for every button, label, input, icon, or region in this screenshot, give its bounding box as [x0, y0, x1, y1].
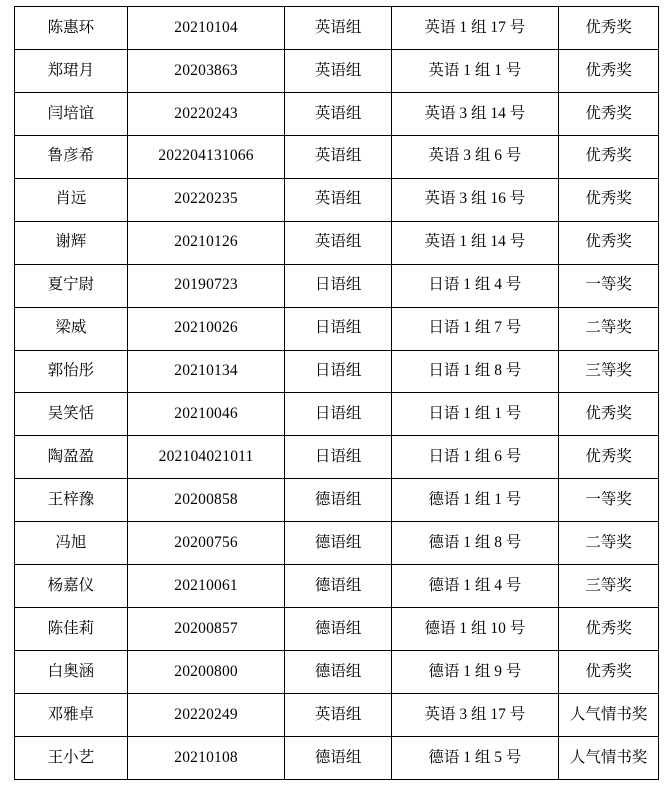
- cell-seat: 英语 1 组 1 号: [391, 49, 558, 92]
- table-row: [15, 221, 659, 264]
- cell-student-id: 20200858: [127, 479, 285, 522]
- cell-award: 三等奖: [559, 350, 659, 393]
- cell-group: 德语组: [285, 565, 391, 608]
- cell-name: 郑珺月: [15, 49, 128, 92]
- cell-seat: 德语 1 组 8 号: [391, 522, 558, 565]
- cell-group: 德语组: [285, 608, 391, 651]
- cell-award: 二等奖: [559, 522, 659, 565]
- cell-name: 邓雅卓: [15, 694, 128, 737]
- cell-student-id: 20190723: [127, 264, 285, 307]
- cell-group: 日语组: [285, 393, 391, 436]
- cell-name: 王梓豫: [15, 479, 128, 522]
- cell-student-id: 20210026: [127, 307, 285, 350]
- cell-group: 德语组: [285, 651, 391, 694]
- cell-group: 英语组: [285, 694, 391, 737]
- cell-name: 杨嘉仪: [15, 565, 128, 608]
- cell-award: 二等奖: [559, 307, 659, 350]
- cell-seat: 德语 1 组 4 号: [391, 565, 558, 608]
- cell-group: 日语组: [285, 307, 391, 350]
- cell-name: 夏宁尉: [15, 264, 128, 307]
- cell-name: 肖远: [15, 178, 128, 221]
- cell-seat: 日语 1 组 4 号: [391, 264, 558, 307]
- cell-student-id: 20220235: [127, 178, 285, 221]
- table-row: [15, 135, 659, 178]
- cell-seat: 英语 3 组 6 号: [391, 135, 558, 178]
- cell-award: 优秀奖: [559, 178, 659, 221]
- cell-group: 英语组: [285, 135, 391, 178]
- table-row: [15, 350, 659, 393]
- cell-seat: 德语 1 组 9 号: [391, 651, 558, 694]
- cell-award: 一等奖: [559, 264, 659, 307]
- table-row: [15, 694, 659, 737]
- cell-award: 人气情书奖: [559, 694, 659, 737]
- cell-seat: 日语 1 组 6 号: [391, 436, 558, 479]
- cell-award: 优秀奖: [559, 49, 659, 92]
- cell-award: 优秀奖: [559, 608, 659, 651]
- table-row: [15, 608, 659, 651]
- table-row: [15, 264, 659, 307]
- cell-award: 三等奖: [559, 565, 659, 608]
- cell-name: 陶盈盈: [15, 436, 128, 479]
- cell-name: 白奥涵: [15, 651, 128, 694]
- cell-award: 优秀奖: [559, 92, 659, 135]
- cell-student-id: 20200756: [127, 522, 285, 565]
- cell-student-id: 202104021011: [127, 436, 285, 479]
- cell-group: 德语组: [285, 522, 391, 565]
- cell-group: 英语组: [285, 7, 391, 50]
- cell-group: 英语组: [285, 178, 391, 221]
- table-row: [15, 736, 659, 779]
- cell-group: 英语组: [285, 92, 391, 135]
- table-row: [15, 522, 659, 565]
- cell-student-id: 20210134: [127, 350, 285, 393]
- cell-seat: 英语 1 组 14 号: [391, 221, 558, 264]
- cell-student-id: 20220249: [127, 694, 285, 737]
- cell-group: 日语组: [285, 350, 391, 393]
- cell-name: 冯旭: [15, 522, 128, 565]
- table-row: [15, 49, 659, 92]
- cell-award: 优秀奖: [559, 436, 659, 479]
- cell-seat: 日语 1 组 7 号: [391, 307, 558, 350]
- cell-name: 陈惠环: [15, 7, 128, 50]
- cell-name: 谢辉: [15, 221, 128, 264]
- award-table: [14, 6, 659, 780]
- award-table-body: [15, 7, 659, 780]
- cell-seat: 日语 1 组 1 号: [391, 393, 558, 436]
- cell-name: 吴笑恬: [15, 393, 128, 436]
- cell-group: 德语组: [285, 736, 391, 779]
- table-row: [15, 565, 659, 608]
- cell-award: 人气情书奖: [559, 736, 659, 779]
- cell-award: 优秀奖: [559, 135, 659, 178]
- cell-seat: 英语 3 组 17 号: [391, 694, 558, 737]
- cell-award: 优秀奖: [559, 393, 659, 436]
- cell-award: 优秀奖: [559, 651, 659, 694]
- cell-seat: 英语 3 组 16 号: [391, 178, 558, 221]
- table-row: [15, 479, 659, 522]
- cell-student-id: 20210061: [127, 565, 285, 608]
- cell-seat: 英语 1 组 17 号: [391, 7, 558, 50]
- cell-seat: 德语 1 组 1 号: [391, 479, 558, 522]
- cell-group: 德语组: [285, 479, 391, 522]
- cell-name: 闫培谊: [15, 92, 128, 135]
- cell-name: 陈佳莉: [15, 608, 128, 651]
- cell-award: 一等奖: [559, 479, 659, 522]
- cell-student-id: 20203863: [127, 49, 285, 92]
- cell-student-id: 20200857: [127, 608, 285, 651]
- cell-seat: 英语 3 组 14 号: [391, 92, 558, 135]
- cell-group: 英语组: [285, 221, 391, 264]
- table-row: [15, 178, 659, 221]
- cell-group: 英语组: [285, 49, 391, 92]
- cell-student-id: 20220243: [127, 92, 285, 135]
- cell-student-id: 20200800: [127, 651, 285, 694]
- cell-group: 日语组: [285, 436, 391, 479]
- cell-seat: 日语 1 组 8 号: [391, 350, 558, 393]
- cell-award: 优秀奖: [559, 221, 659, 264]
- cell-name: 王小艺: [15, 736, 128, 779]
- cell-award: 优秀奖: [559, 7, 659, 50]
- cell-seat: 德语 1 组 10 号: [391, 608, 558, 651]
- table-row: [15, 92, 659, 135]
- table-row: [15, 436, 659, 479]
- cell-student-id: 20210108: [127, 736, 285, 779]
- cell-group: 日语组: [285, 264, 391, 307]
- cell-seat: 德语 1 组 5 号: [391, 736, 558, 779]
- cell-name: 鲁彦希: [15, 135, 128, 178]
- table-row: [15, 651, 659, 694]
- cell-student-id: 20210104: [127, 7, 285, 50]
- cell-student-id: 20210046: [127, 393, 285, 436]
- table-row: [15, 7, 659, 50]
- cell-name: 郭怡彤: [15, 350, 128, 393]
- cell-student-id: 202204131066: [127, 135, 285, 178]
- table-row: [15, 307, 659, 350]
- cell-name: 梁威: [15, 307, 128, 350]
- table-row: [15, 393, 659, 436]
- cell-student-id: 20210126: [127, 221, 285, 264]
